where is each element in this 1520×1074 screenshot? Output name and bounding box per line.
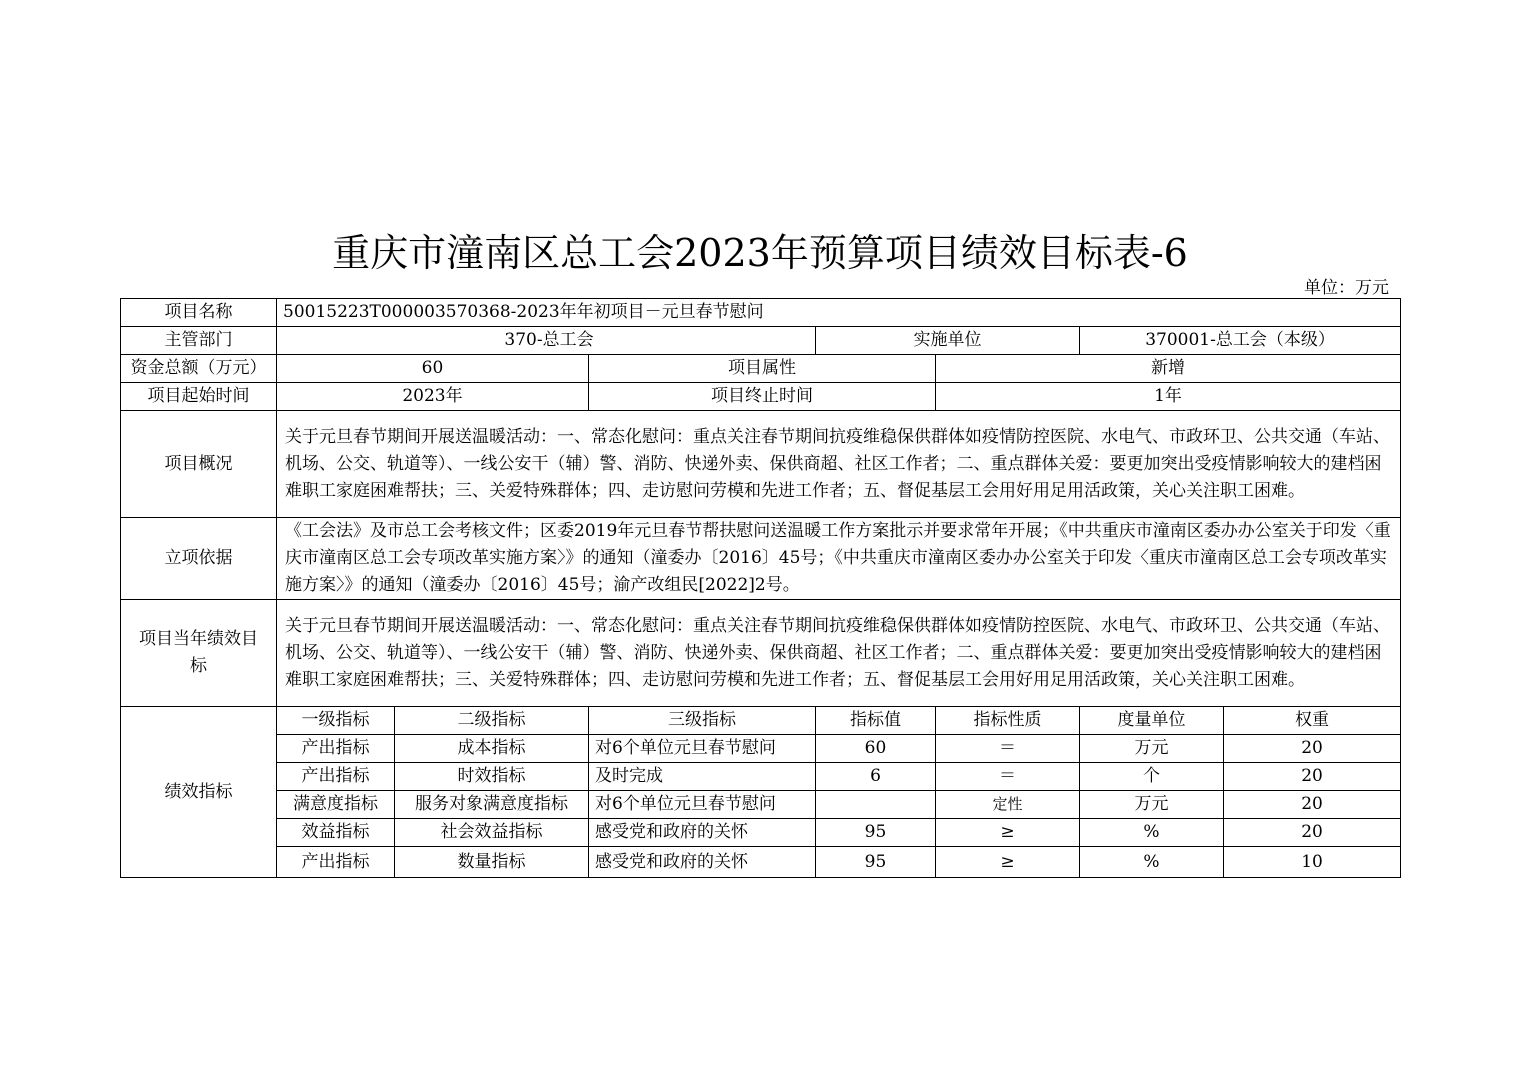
- project-name-value: 50015223T000003570368-2023年年初项目－元旦春节慰问: [277, 299, 1401, 327]
- cell-weight: 20: [1224, 763, 1401, 791]
- performance-table: [120, 298, 1401, 878]
- cell-nature: ＝: [936, 763, 1080, 791]
- table-row: [121, 763, 1401, 791]
- cell-value: 95: [816, 819, 936, 847]
- cell-value: 95: [816, 847, 936, 878]
- cell-l1: 产出指标: [277, 735, 395, 763]
- impl-label: 实施单位: [816, 327, 1080, 355]
- cell-l1: 产出指标: [277, 847, 395, 878]
- cell-value: [816, 791, 936, 819]
- start-label: 项目起始时间: [121, 383, 277, 411]
- overview-value: 关于元旦春节期间开展送温暖活动：一、常态化慰问：重点关注春节期间抗疫维稳保供群体如疫情防控医院、水电气、市政环卫、公共交通（车站、机场、公交、轨道等）、一线公安干（辅）警、消防、快递外卖、保供商超、社区工作者；二、重点群体关爱：要更加突出受疫情影响较大的建档困难职工家庭困难帮扶；三、关爱特殊群体；四、走访慰问劳模和先进工作者；五、督促基层工会用好用足用活政策，关心关注职工困难。: [277, 411, 1401, 518]
- header-nature: 指标性质: [936, 707, 1080, 735]
- cell-weight: 20: [1224, 791, 1401, 819]
- cell-unit: %: [1080, 847, 1224, 878]
- attr-value: 新增: [936, 355, 1401, 383]
- basis-value: 《工会法》及市总工会考核文件；区委2019年元旦春节帮扶慰问送温暖工作方案批示并要求常年开展；《中共重庆市潼南区委办办公室关于印发〈重庆市潼南区总工会专项改革实施方案〉》的通知（潼委办〔2016〕45号；《中共重庆市潼南区委办办公室关于印发〈重庆市潼南区总工会专项改革实施方案〉》的通知（潼委办〔2016〕45号；渝产改组民[2022]2号。: [277, 518, 1401, 600]
- cell-weight: 20: [1224, 735, 1401, 763]
- header-l1: 一级指标: [277, 707, 395, 735]
- project-name-label: 项目名称: [121, 299, 277, 327]
- table-row: [121, 735, 1401, 763]
- cell-nature: ≥: [936, 847, 1080, 878]
- impl-value: 370001-总工会（本级）: [1080, 327, 1401, 355]
- cell-l3: 感受党和政府的关怀: [589, 847, 816, 878]
- table-row: [121, 819, 1401, 847]
- cell-l3: 感受党和政府的关怀: [589, 819, 816, 847]
- unit-label: 单位：万元: [1304, 278, 1389, 298]
- header-l2: 二级指标: [395, 707, 589, 735]
- fund-label: 资金总额（万元）: [121, 355, 277, 383]
- cell-value: 6: [816, 763, 936, 791]
- cell-l3: 对6个单位元旦春节慰问: [589, 791, 816, 819]
- page-title: 重庆市潼南区总工会2023年预算项目绩效目标表-6: [332, 231, 1188, 275]
- cell-nature: ≥: [936, 819, 1080, 847]
- cell-nature: 定性: [936, 791, 1080, 819]
- header-value: 指标值: [816, 707, 936, 735]
- attr-label: 项目属性: [589, 355, 936, 383]
- cell-l2: 社会效益指标: [395, 819, 589, 847]
- cell-l3: 及时完成: [589, 763, 816, 791]
- cell-value: 60: [816, 735, 936, 763]
- cell-unit: %: [1080, 819, 1224, 847]
- cell-l2: 成本指标: [395, 735, 589, 763]
- cell-unit: 万元: [1080, 791, 1224, 819]
- dept-label: 主管部门: [121, 327, 277, 355]
- header-unit: 度量单位: [1080, 707, 1224, 735]
- cell-l2: 服务对象满意度指标: [395, 791, 589, 819]
- table-row: [121, 791, 1401, 819]
- cell-nature: ＝: [936, 735, 1080, 763]
- cell-l2: 数量指标: [395, 847, 589, 878]
- end-value: 1年: [936, 383, 1401, 411]
- cell-l1: 效益指标: [277, 819, 395, 847]
- fund-value: 60: [277, 355, 589, 383]
- header-weight: 权重: [1224, 707, 1401, 735]
- cell-unit: 个: [1080, 763, 1224, 791]
- cell-weight: 10: [1224, 847, 1401, 878]
- perf-label: 绩效指标: [121, 707, 277, 878]
- cell-l3: 对6个单位元旦春节慰问: [589, 735, 816, 763]
- basis-label: 立项依据: [121, 518, 277, 600]
- cell-l2: 时效指标: [395, 763, 589, 791]
- header-l3: 三级指标: [589, 707, 816, 735]
- table-row: [121, 847, 1401, 878]
- cell-l1: 产出指标: [277, 763, 395, 791]
- end-label: 项目终止时间: [589, 383, 936, 411]
- cell-unit: 万元: [1080, 735, 1224, 763]
- cell-weight: 20: [1224, 819, 1401, 847]
- dept-value: 370-总工会: [277, 327, 816, 355]
- goal-label: 项目当年绩效目标: [121, 600, 277, 707]
- overview-label: 项目概况: [121, 411, 277, 518]
- cell-l1: 满意度指标: [277, 791, 395, 819]
- goal-value: 关于元旦春节期间开展送温暖活动：一、常态化慰问：重点关注春节期间抗疫维稳保供群体如疫情防控医院、水电气、市政环卫、公共交通（车站、机场、公交、轨道等）、一线公安干（辅）警、消防、快递外卖、保供商超、社区工作者；二、重点群体关爱：要更加突出受疫情影响较大的建档困难职工家庭困难帮扶；三、关爱特殊群体；四、走访慰问劳模和先进工作者；五、督促基层工会用好用足用活政策，关心关注职工困难。: [277, 600, 1401, 707]
- start-value: 2023年: [277, 383, 589, 411]
